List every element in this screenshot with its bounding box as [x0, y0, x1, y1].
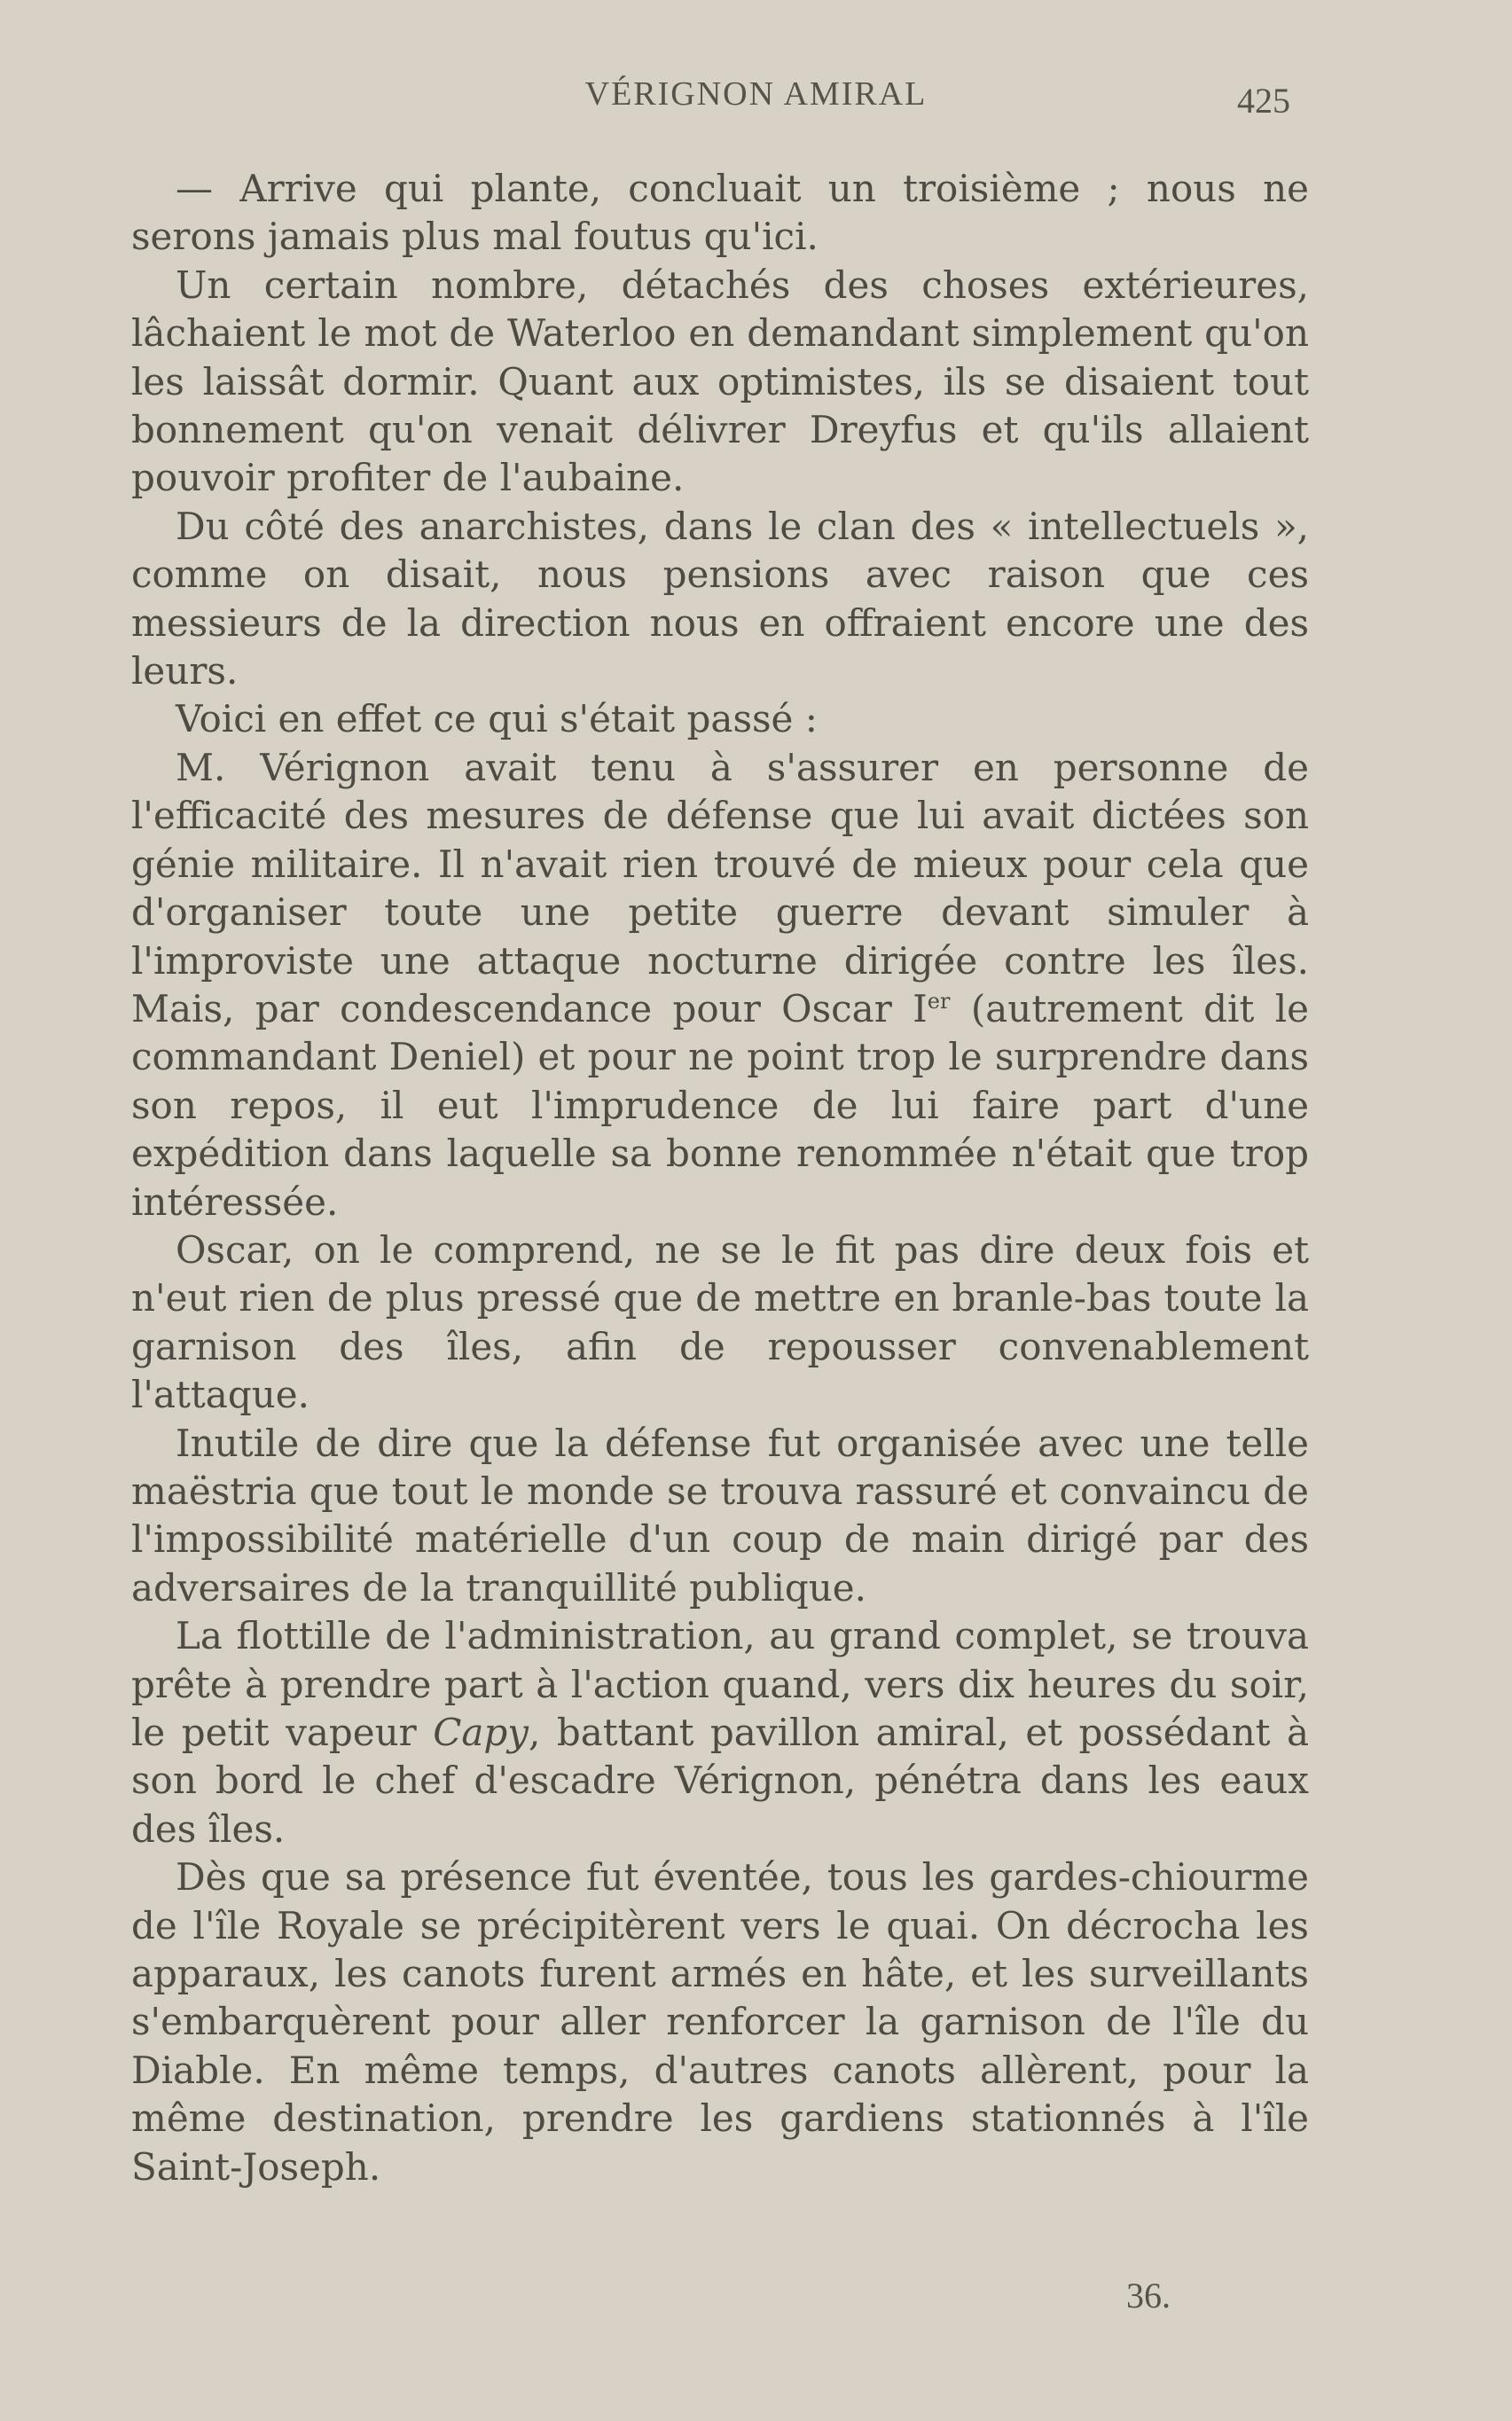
paragraph-text: M. Vérignon avait tenu à s'assurer en personne de l'efficacité des mesures de défense que lui avait dictées son génie militaire. Il n'avait rien trouvé de mieux pour cela que d'organiser toute une petite guerre devant simuler à l'improviste une attaque nocturne dirigée contre les îles. Mais, par condescendance pour Oscar I	[131, 745, 1309, 1030]
paragraph-text: (autrement dit le commandant Deniel) et pour ne point trop le surprendre dans son repos, il eut l'imprudence de lui faire part d'une expédition dans laquelle sa bonne renommée n'était que trop intéressée.	[131, 986, 1309, 1224]
ship-name: Capy	[433, 1711, 529, 1754]
paragraph: Inutile de dire que la défense fut organisée avec une telle maëstria que tout le monde se trouva rassuré et convaincu de l'impossibilité matérielle d'un coup de main dirigé par des adversaires de la tranquillité publique.	[131, 1421, 1309, 1610]
running-head	[0, 74, 1512, 128]
paragraph: Dès que sa présence fut éventée, tous les gardes-chiourme de l'île Royale se précipitèrent vers le quai. On décrocha les apparaux, les canots furent armés en hâte, et les surveillants s'embarquèrent pour aller renforcer la garnison de l'île du Diable. En même temps, d'autres canots allèrent, pour la même destination, prendre les gardiens stationnés à l'île Saint-Joseph.	[131, 1855, 1309, 2189]
paragraph: Oscar, on le comprend, ne se le fit pas dire deux fois et n'eut rien de plus pressé que de mettre en branle-bas toute la garnison des îles, afin de repousser convenablement l'attaque.	[131, 1227, 1309, 1417]
paragraph: Du côté des anarchistes, dans le clan des « intellectuels », comme on disait, nous pensions avec raison que ces messieurs de la direction nous en offraient encore une des leurs.	[131, 504, 1309, 693]
paragraph-text: , battant pavillon amiral, et possédant à son bord le chef d'escadre Vérignon, pénétra dans les eaux des îles.	[131, 1711, 1309, 1851]
body-text	[131, 165, 1309, 2191]
superscript: er	[927, 988, 951, 1014]
paragraph-text: La flottille de l'administration, au grand complet, se trouva prête à prendre part à l'action quand, vers dix heures du soir, le petit vapeur	[131, 1614, 1309, 1754]
signature-mark: 36.	[1126, 2276, 1171, 2315]
paragraph: Voici en effet ce qui s'était passé :	[176, 697, 818, 741]
running-title: VÉRIGNON AMIRAL	[584, 75, 928, 113]
paragraph	[131, 744, 1309, 1226]
paragraph	[131, 1612, 1309, 1853]
paragraph: Un certain nombre, détachés des choses extérieures, lâchaient le mot de Waterloo en demandant simplement qu'on les laissât dormir. Quant aux optimistes, ils se disaient tout bonnement qu'on venait délivrer Dreyfus et qu'ils allaient pouvoir profiter de l'aubaine.	[131, 262, 1309, 500]
paragraph: — Arrive qui plante, concluait un troisième ; nous ne serons jamais plus mal foutus qu'ici.	[131, 167, 1309, 259]
page-number: 425	[1237, 81, 1290, 121]
